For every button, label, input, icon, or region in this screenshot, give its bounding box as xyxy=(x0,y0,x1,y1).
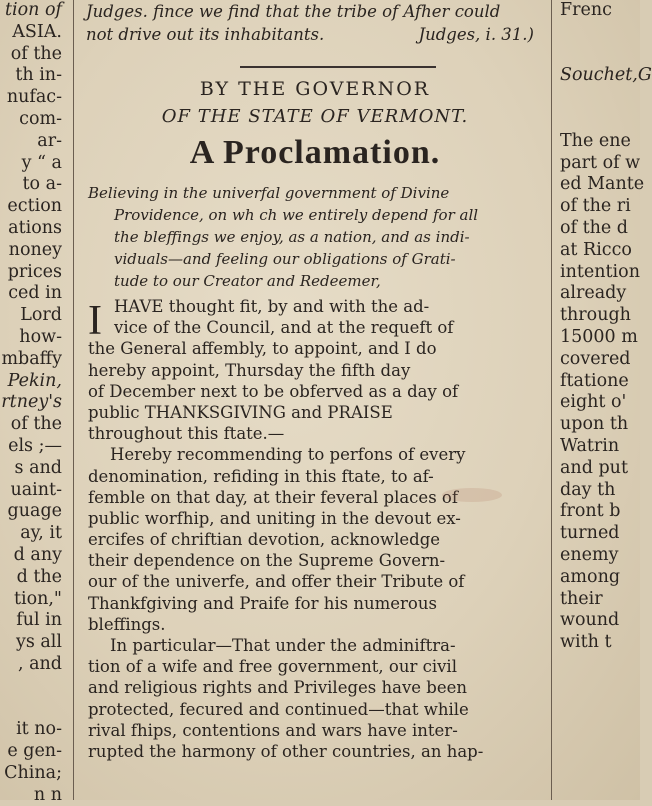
left-column-line: ection xyxy=(7,196,62,217)
left-column-line: of the xyxy=(10,414,62,435)
top-quote-reference: Judges, i. 31.) xyxy=(418,25,534,44)
left-column-line: ASIA. xyxy=(12,21,62,42)
top-quote xyxy=(86,0,546,46)
right-column-line xyxy=(556,22,640,44)
left-column-line: d the xyxy=(16,566,62,587)
left-column-line: , and xyxy=(17,653,62,674)
section-divider xyxy=(240,66,436,68)
right-column-line: already xyxy=(560,283,627,304)
paper-stain xyxy=(442,488,502,502)
left-column-line: prices xyxy=(7,261,62,282)
left-column-line: els ;— xyxy=(8,435,62,456)
left-column-line: how- xyxy=(19,326,62,347)
left-column-line: n n xyxy=(33,784,62,805)
right-column-line: at Ricco xyxy=(560,239,632,260)
right-column-line xyxy=(556,741,640,763)
right-column-line xyxy=(556,698,640,720)
right-column-line: wound xyxy=(560,610,620,631)
right-column-line: through xyxy=(560,305,631,326)
body-line: tion of a wife and free government, our civil xyxy=(88,657,457,677)
left-column-line: tion of xyxy=(4,0,62,20)
right-column-line: part of w xyxy=(560,152,641,173)
body-line: public worfhip, and uniting in the devout ex- xyxy=(88,508,461,528)
heading-by-the-governor: BY THE GOVERNOR xyxy=(199,78,431,100)
heading-state-of-vermont: OF THE STATE OF VERMONT. xyxy=(161,106,469,127)
left-column-line: tion," xyxy=(13,588,62,609)
preamble-line: the bleffings we enjoy, as a nation, and as indi- xyxy=(114,228,470,246)
right-column-line: intention xyxy=(560,261,640,282)
left-column-line: e gen- xyxy=(7,741,62,762)
right-column-line: 15000 m xyxy=(560,326,638,347)
right-column-line: of the d xyxy=(560,217,629,238)
body-line: ercifes of chriftian devotion, acknowledge xyxy=(88,530,441,550)
column-rule-right xyxy=(551,0,552,800)
left-column-line: ay, it xyxy=(20,523,62,544)
left-column-line: nufac- xyxy=(6,87,62,108)
column-rule-left xyxy=(73,0,74,800)
right-column-fragment xyxy=(556,0,652,800)
body-line: denomination, refiding in this ftate, to af- xyxy=(88,466,434,486)
left-column-line: mbaffy xyxy=(1,348,62,369)
right-column-line xyxy=(556,676,640,698)
left-column-line: Lord xyxy=(20,305,62,326)
left-column-line: rtney's xyxy=(1,392,62,413)
right-column-line: with t xyxy=(560,632,612,653)
left-column-fragment xyxy=(0,0,68,805)
left-column-line: ar- xyxy=(37,130,62,151)
right-column-line: ed Mante xyxy=(560,174,645,195)
left-column-line xyxy=(0,676,68,698)
left-column-line: to a- xyxy=(22,174,62,195)
body-line: In particular—That under the adminiftra- xyxy=(110,636,456,655)
body-line: HAVE thought fit, by and with the ad- xyxy=(114,297,430,316)
right-column-line xyxy=(556,109,640,131)
left-column-line: guage xyxy=(7,501,62,522)
left-column-line: uaint- xyxy=(10,479,62,500)
right-column-line: Frenc xyxy=(560,0,612,20)
right-column-line: ftatione xyxy=(560,370,629,391)
right-column-line xyxy=(556,785,640,806)
body-line: femble on that day, at their feveral places of xyxy=(88,487,458,507)
left-column-line: y “ a xyxy=(21,152,62,173)
proclamation-article xyxy=(80,0,550,800)
body-line: of December next to be obferved as a day of xyxy=(88,381,459,401)
drop-cap: I xyxy=(88,298,102,344)
left-column-lines xyxy=(0,0,68,806)
left-column-line: com- xyxy=(19,108,62,129)
right-column-line: enemy xyxy=(560,544,619,565)
right-column-line: and put xyxy=(560,457,628,478)
top-quote-line xyxy=(86,23,546,46)
left-column-line xyxy=(0,698,68,720)
body-line: vice of the Council, and at the requeft of xyxy=(114,318,454,338)
right-column-line xyxy=(556,87,640,109)
right-column-line: covered xyxy=(560,348,631,369)
right-column-line: day th xyxy=(560,479,616,500)
body-line: our of the univerfe, and offer their Tribute of xyxy=(88,572,465,592)
right-column-line xyxy=(556,763,640,785)
body-line: the General affembly, to appoint, and I do xyxy=(88,339,437,359)
top-quote-line: Judges. fince we find that the tribe of Afher could xyxy=(86,2,501,21)
body-line: public THANKSGIVING and PRAISE xyxy=(88,402,393,422)
right-column-line: front b xyxy=(560,501,621,522)
right-column-line: Watrin xyxy=(560,435,620,456)
top-quote-text: not drive out its inhabitants. xyxy=(86,25,325,44)
left-column-line: ful in xyxy=(16,610,62,631)
left-column-line: th in- xyxy=(15,65,62,86)
body-line: bleffings. xyxy=(88,614,166,634)
proclamation-title: A Proclamation. xyxy=(189,134,441,171)
body-line: their dependence on the Supreme Govern- xyxy=(88,551,446,571)
left-column-line: ys all xyxy=(15,632,62,653)
preamble xyxy=(88,182,548,292)
body-line: and religious rights and Privileges have been xyxy=(88,678,468,698)
left-column-line: China; xyxy=(4,762,62,783)
body-line: protected, fecured and continued—that while xyxy=(88,699,469,719)
body-line: rival fhips, contentions and wars have inter- xyxy=(88,720,458,740)
preamble-line: Believing in the univerfal government of Divine xyxy=(88,184,450,202)
left-column-line: s and xyxy=(14,457,62,478)
preamble-line: Providence, on wh ch we entirely depend for all xyxy=(114,206,479,224)
right-column-line xyxy=(556,654,640,676)
body-line: hereby appoint, Thursday the fifth day xyxy=(88,360,411,380)
preamble-line: viduals—and feeling our obligations of Grati- xyxy=(114,250,456,268)
body-line: throughout this ftate.— xyxy=(88,424,285,444)
right-column-line: of the ri xyxy=(560,196,631,217)
left-column-line: of the xyxy=(10,43,62,64)
left-column-line: Pekin, xyxy=(7,370,62,391)
left-column-line: it no- xyxy=(16,719,62,740)
left-column-line: d any xyxy=(13,544,62,565)
right-column-line xyxy=(556,719,640,741)
right-column-line xyxy=(556,44,640,66)
body-line: Hereby recommending to perfons of every xyxy=(110,445,466,465)
right-column-line: among xyxy=(560,566,621,587)
right-column-line: turned xyxy=(560,523,620,544)
left-column-line: ced in xyxy=(8,283,62,304)
preamble-line: tude to our Creator and Redeemer, xyxy=(114,272,381,290)
right-column-line: their xyxy=(560,588,603,609)
body-line: Thankfgiving and Praife for his numerous xyxy=(88,593,437,613)
left-column-line: noney xyxy=(8,239,62,260)
left-column-line: ations xyxy=(8,217,62,238)
right-column-lines xyxy=(556,0,652,806)
proclamation-body xyxy=(88,296,550,762)
right-column-line: The ene xyxy=(560,130,631,151)
right-column-line: eight o' xyxy=(560,392,627,413)
body-line: rupted the harmony of other countries, an hap- xyxy=(88,741,484,761)
right-column-line: Souchet,G xyxy=(560,65,652,86)
right-column-line: upon th xyxy=(560,414,629,435)
